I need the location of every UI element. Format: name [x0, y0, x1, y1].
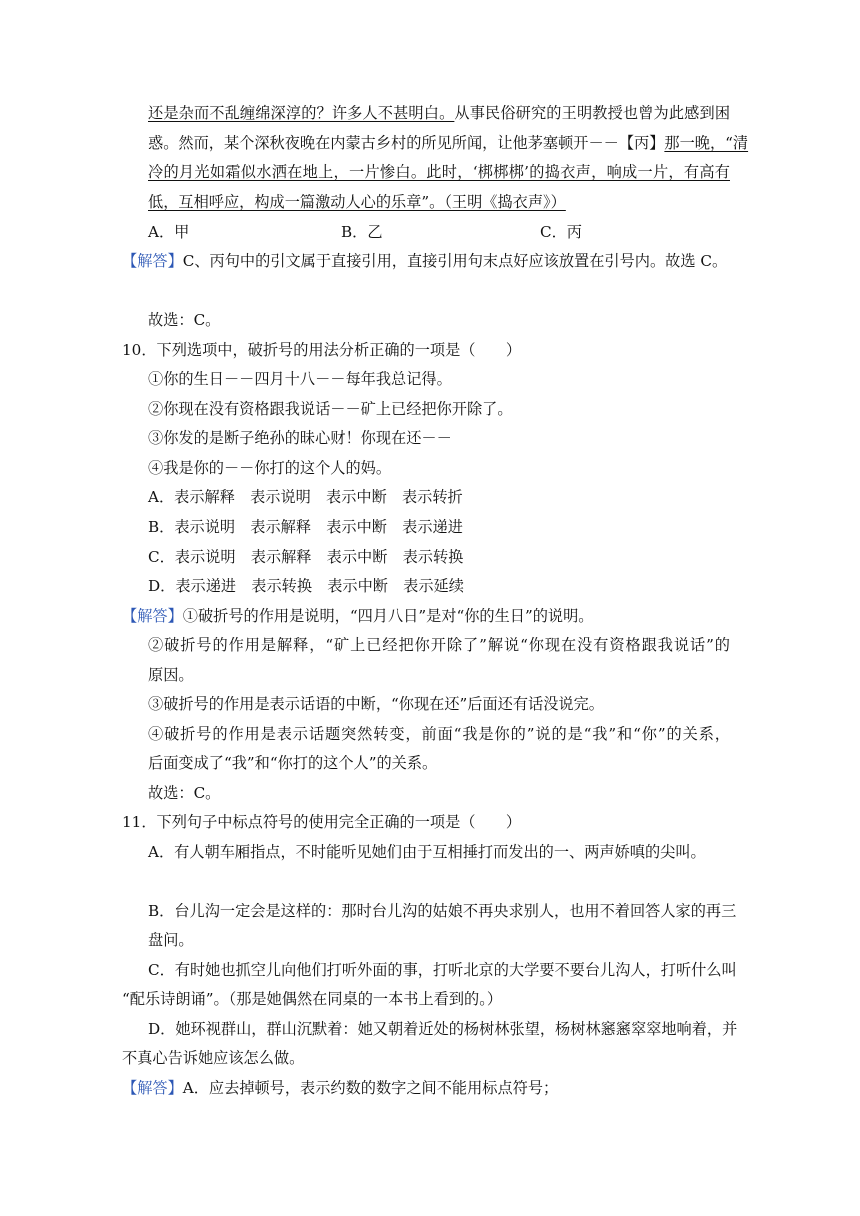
q9-passage-text-2: 惑。然而，某个深秋夜晚在内蒙古乡村的所见所闻，让他茅塞顿开－－【丙】 [148, 134, 665, 152]
q10-answer-2b: 原因。 [148, 666, 194, 684]
q9-option-c: C．丙 [540, 223, 582, 241]
q10-answer-text-1: ①破折号的作用是说明，“四月八日”是对“你的生日”的说明。 [182, 607, 594, 625]
answer-tag: 【解答】 [122, 1079, 183, 1097]
q9-passage-line-1 [148, 102, 730, 124]
q9-answer [122, 250, 727, 272]
q9-passage-line-3 [148, 161, 730, 183]
q10-option-a: A．表示解释 表示说明 表示中断 表示转折 [148, 488, 463, 506]
q11-option-d-line-1: D．她环视群山，群山沉默着：她又朝着近处的杨树林张望，杨树林窸窸窣窣地响着，并 [148, 1020, 738, 1038]
q10-item-3: ③你发的是断子绝孙的昧心财！你现在还－－ [148, 429, 452, 447]
q10-item-2: ②你现在没有资格跟我说话－－矿上已经把你开除了。 [148, 400, 513, 418]
q9-option-b: B．乙 [341, 223, 383, 241]
q10-option-b: B．表示说明 表示解释 表示中断 表示递进 [148, 518, 463, 536]
q10-item-1: ①你的生日－－四月十八－－每年我总记得。 [148, 370, 452, 388]
answer-tag: 【解答】 [122, 252, 183, 270]
q10-answer-2a: ②破折号的作用是解释，“矿上已经把你开除了”解说“你现在没有资格跟我说话”的 [148, 636, 730, 654]
q11-option-c-line-2: “配乐诗朗诵”。（那是她偶然在同桌的一本书上看到的。） [122, 990, 503, 1008]
q11-option-a: A．有人朝车厢指点，不时能听见她们由于互相捶打而发出的一、两声娇嗔的尖叫。 [148, 843, 706, 861]
q9-answer-text: C、丙句中的引文属于直接引用，直接引用句末点好应该放置在引号内。故选 C。 [182, 252, 728, 270]
q11-option-c-line-1: C．有时她也抓空儿向他们打听外面的事，打听北京的大学要不要台儿沟人，打听什么叫 [148, 961, 737, 979]
q10-choice: 故选：C。 [148, 784, 221, 802]
q10-stem: 10．下列选项中，破折号的用法分析正确的一项是（ ） [122, 341, 522, 359]
q9-underlined-c-start: 那一晚，“清 [664, 134, 749, 152]
q10-option-c: C．表示说明 表示解释 表示中断 表示转换 [148, 548, 464, 566]
q9-underlined-c: 冷的月光如霜似水洒在地上，一片惨白。此时，‘梆梆梆’的捣衣声，响成一片，有高有 [148, 163, 730, 181]
q11-answer [122, 1077, 558, 1099]
q10-answer-3: ③破折号的作用是表示话语的中断，“你现在还”后面还有话没说完。 [148, 695, 604, 713]
q10-answer-4b: 后面变成了“我”和“你打的这个人”的关系。 [148, 754, 438, 772]
q10-answer-1 [122, 605, 594, 627]
q10-item-4: ④我是你的－－你打的这个人的妈。 [148, 459, 391, 477]
q9-underlined-c-end: 低，互相呼应，构成一篇激动人心的乐章”。（王明《捣衣声》） [148, 193, 566, 211]
q9-passage-line-2 [148, 132, 749, 154]
q9-choice: 故选：C。 [148, 311, 221, 329]
q11-answer-text: A．应去掉顿号，表示约数的数字之间不能用标点符号； [182, 1079, 559, 1097]
q11-stem: 11．下列句子中标点符号的使用完全正确的一项是（ ） [122, 813, 522, 831]
q9-passage-line-4 [148, 191, 566, 213]
q9-option-a: A．甲 [148, 223, 190, 241]
q11-option-b-line-2: 盘问。 [148, 931, 194, 949]
q10-option-d: D．表示递进 表示转换 表示中断 表示延续 [148, 577, 464, 595]
q11-option-b-line-1: B．台儿沟一定会是这样的：那时台儿沟的姑娘不再央求别人，也用不着回答人家的再三 [148, 902, 737, 920]
answer-tag: 【解答】 [122, 607, 183, 625]
q11-option-d-line-2: 不真心告诉她应该怎么做。 [122, 1049, 305, 1067]
q10-answer-4a: ④破折号的作用是表示话题突然转变，前面“我是你的”说的是“我”和“你”的关系， [148, 725, 730, 743]
q9-underlined-b: 还是杂而不乱缠绵深淳的？许多人不甚明白。 [148, 104, 455, 122]
q9-passage-text: 从事民俗研究的王明教授也曾为此感到困 [454, 104, 731, 122]
